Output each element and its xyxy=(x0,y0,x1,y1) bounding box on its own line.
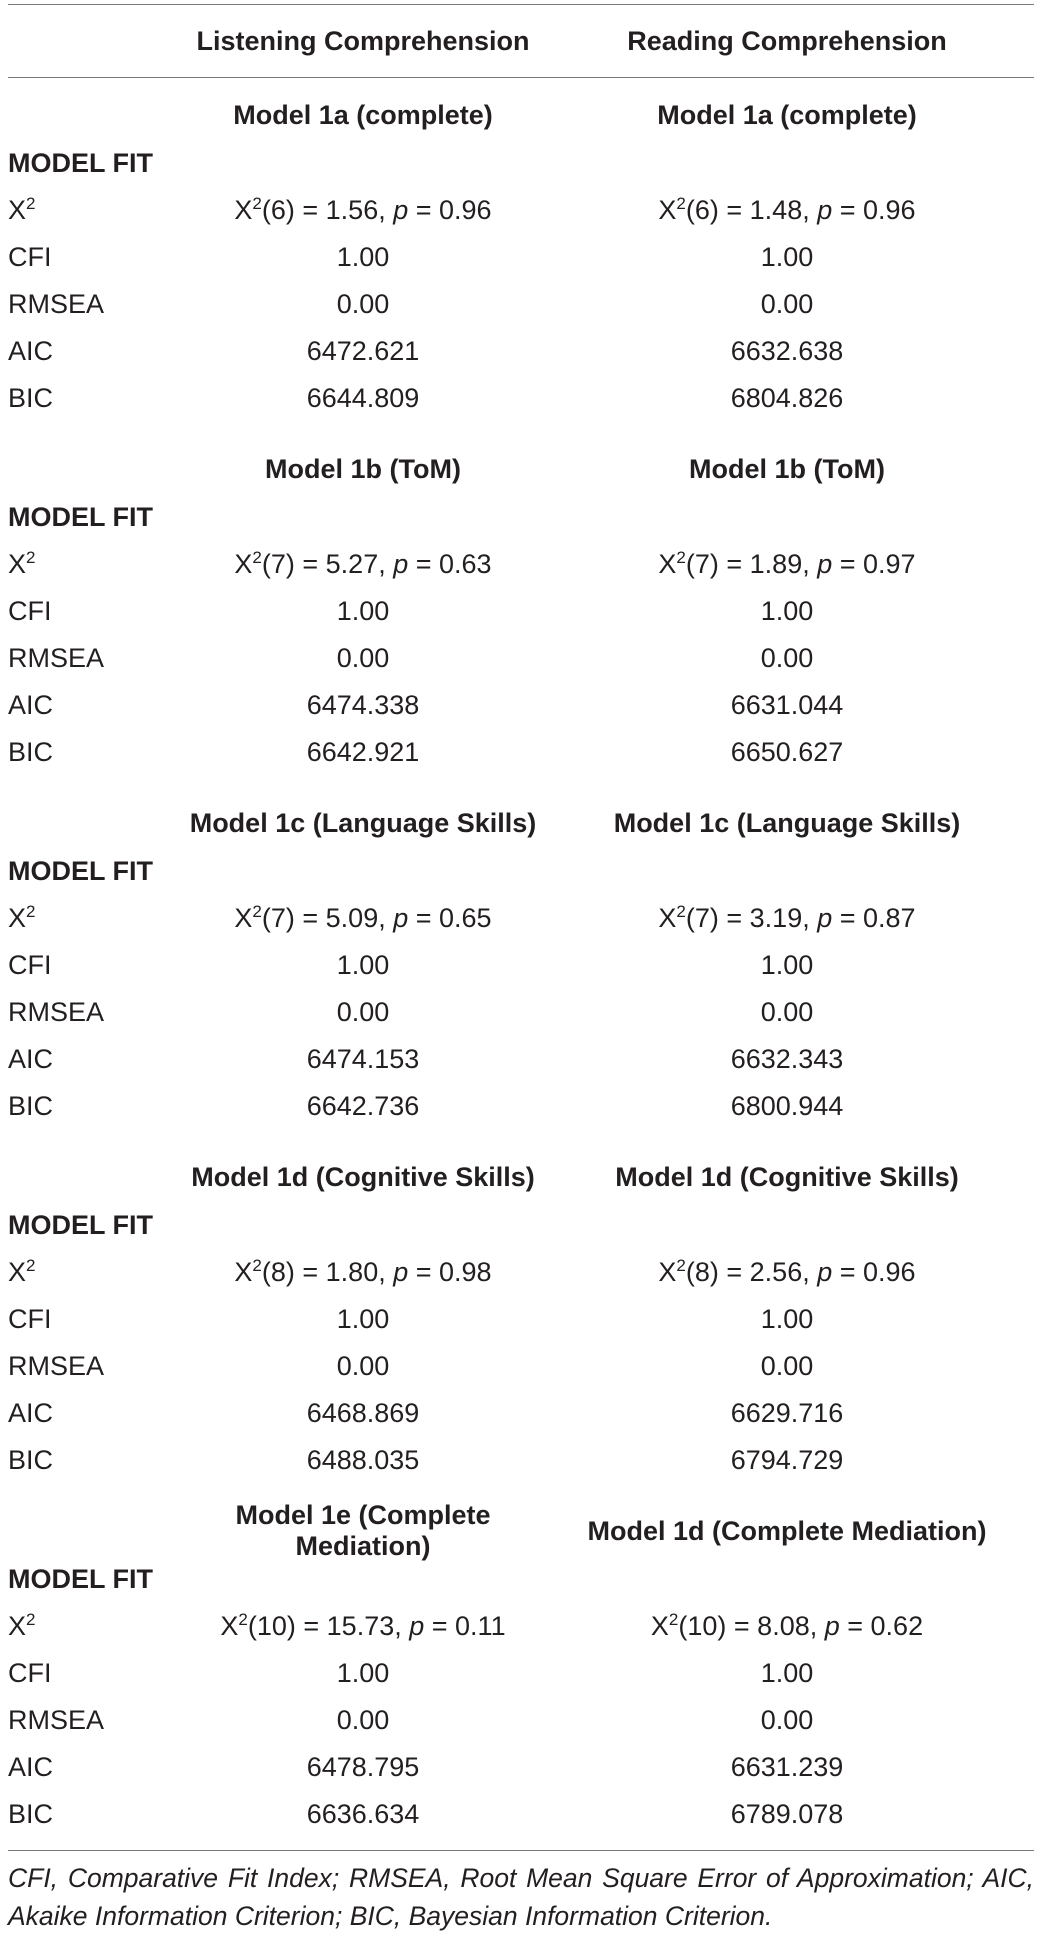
reading-value xyxy=(540,195,1034,226)
listening-value xyxy=(186,549,540,580)
model-fit-row xyxy=(8,140,1034,187)
chi-args: (7) = 3.19, xyxy=(685,903,818,933)
table-row xyxy=(8,1744,1034,1791)
reading-value: 1.00 xyxy=(760,1658,814,1688)
row-label xyxy=(8,1611,186,1642)
p-value: = 0.65 xyxy=(408,903,492,933)
row-label-sup: 2 xyxy=(26,1256,36,1275)
row-label-text: X xyxy=(8,1611,27,1641)
reading-value: 0.00 xyxy=(760,643,814,673)
table-row xyxy=(8,1650,1034,1697)
table-row xyxy=(8,541,1034,588)
table-body xyxy=(8,78,1034,1838)
row-label-sup: 2 xyxy=(26,1610,36,1629)
chi-symbol: X xyxy=(658,1257,677,1287)
row-label-sup: 2 xyxy=(26,194,36,213)
row-label xyxy=(8,903,186,934)
p-value: = 0.63 xyxy=(408,549,492,579)
row-label: BIC xyxy=(8,1799,54,1829)
row-label: AIC xyxy=(8,690,54,720)
reading-value xyxy=(540,903,1034,934)
chi-sup: 2 xyxy=(676,548,686,567)
row-label-text: X xyxy=(8,903,27,933)
reading-value: 6631.044 xyxy=(730,690,844,720)
p-value: = 0.62 xyxy=(839,1611,924,1641)
reading-value: 6631.239 xyxy=(730,1752,844,1782)
table-row xyxy=(8,328,1034,375)
chi-args: (7) = 5.27, xyxy=(261,549,394,579)
row-label-sup: 2 xyxy=(26,902,36,921)
model-fit-label: MODEL FIT xyxy=(8,502,153,532)
reading-model-title: Model 1d (Cognitive Skills) xyxy=(615,1161,959,1192)
table-row xyxy=(8,234,1034,281)
table-row xyxy=(8,1437,1034,1484)
table-row xyxy=(8,729,1034,776)
model-fit-label: MODEL FIT xyxy=(8,1564,153,1594)
p-value: = 0.87 xyxy=(832,903,916,933)
chi-sup: 2 xyxy=(676,194,686,213)
row-label-text: X xyxy=(8,549,27,579)
bottom-rule xyxy=(8,1850,1034,1851)
table-row xyxy=(8,187,1034,234)
row-label: BIC xyxy=(8,383,54,413)
listening-value: 0.00 xyxy=(336,997,390,1027)
row-label: BIC xyxy=(8,737,54,767)
listening-value xyxy=(186,195,540,226)
chi-args: (8) = 2.56, xyxy=(685,1257,818,1287)
p-symbol: p xyxy=(393,549,409,579)
model-fit-label: MODEL FIT xyxy=(8,1210,153,1240)
listening-model-title: Model 1d (Cognitive Skills) xyxy=(191,1161,535,1192)
table-row xyxy=(8,1697,1034,1744)
table-row xyxy=(8,1296,1034,1343)
row-label: RMSEA xyxy=(8,997,105,1027)
model-title-row xyxy=(8,798,1034,848)
model-fit-label: MODEL FIT xyxy=(8,856,153,886)
row-label: AIC xyxy=(8,1044,54,1074)
listening-value: 6642.736 xyxy=(306,1091,420,1121)
table-row xyxy=(8,989,1034,1036)
listening-model-title: Model 1e (Complete Mediation) xyxy=(235,1500,491,1561)
reading-value: 6800.944 xyxy=(730,1091,844,1121)
listening-value: 0.00 xyxy=(336,289,390,319)
reading-value: 1.00 xyxy=(760,1304,814,1334)
table-row xyxy=(8,942,1034,989)
chi-symbol: X xyxy=(650,1611,669,1641)
model-fit-label: MODEL FIT xyxy=(8,148,153,178)
reading-value xyxy=(540,549,1034,580)
chi-sup: 2 xyxy=(252,548,262,567)
chi-sup: 2 xyxy=(252,194,262,213)
row-label: CFI xyxy=(8,596,52,626)
model-fit-row xyxy=(8,1202,1034,1249)
header-row xyxy=(8,5,1034,77)
table-row xyxy=(8,895,1034,942)
chi-args: (10) = 15.73, xyxy=(247,1611,410,1641)
listening-value: 6642.921 xyxy=(306,737,420,767)
reading-value: 0.00 xyxy=(760,1351,814,1381)
table-row xyxy=(8,1603,1034,1650)
row-label xyxy=(8,549,186,580)
reading-value: 0.00 xyxy=(760,1705,814,1735)
header-reading: Reading Comprehension xyxy=(627,25,947,56)
reading-value: 6632.638 xyxy=(730,336,844,366)
p-symbol: p xyxy=(409,1611,425,1641)
model-section xyxy=(8,78,1034,422)
row-label: AIC xyxy=(8,1752,54,1782)
listening-value: 1.00 xyxy=(336,1304,390,1334)
model-fit-row xyxy=(8,1556,1034,1603)
listening-value: 1.00 xyxy=(336,950,390,980)
row-label: CFI xyxy=(8,1304,52,1334)
chi-args: (7) = 5.09, xyxy=(261,903,394,933)
listening-value xyxy=(186,1257,540,1288)
table-row xyxy=(8,1343,1034,1390)
chi-symbol: X xyxy=(234,195,253,225)
row-label: CFI xyxy=(8,242,52,272)
p-value: = 0.96 xyxy=(408,195,492,225)
chi-sup: 2 xyxy=(252,1256,262,1275)
chi-sup: 2 xyxy=(238,1610,248,1629)
model-section xyxy=(8,776,1034,1130)
table-row xyxy=(8,1036,1034,1083)
table-row xyxy=(8,682,1034,729)
listening-value: 0.00 xyxy=(336,643,390,673)
reading-value: 6804.826 xyxy=(730,383,844,413)
p-symbol: p xyxy=(393,195,409,225)
row-label-text: X xyxy=(8,195,27,225)
row-label: BIC xyxy=(8,1445,54,1475)
chi-args: (8) = 1.80, xyxy=(261,1257,394,1287)
listening-value: 6488.035 xyxy=(306,1445,420,1475)
reading-model-title: Model 1a (complete) xyxy=(657,99,917,130)
p-symbol: p xyxy=(824,1611,840,1641)
table-footnote: CFI, Comparative Fit Index; RMSEA, Root Mean Square Error of Approximation; AIC, Akaike Information Criterion; BIC, Bayesian Information Criterion. xyxy=(8,1863,1034,1931)
row-label: CFI xyxy=(8,1658,52,1688)
p-symbol: p xyxy=(393,1257,409,1287)
table-row xyxy=(8,281,1034,328)
chi-symbol: X xyxy=(220,1611,239,1641)
row-label: CFI xyxy=(8,950,52,980)
model-section xyxy=(8,1484,1034,1838)
reading-value: 0.00 xyxy=(760,289,814,319)
model-title-row xyxy=(8,1152,1034,1202)
model-fit-row xyxy=(8,848,1034,895)
listening-value: 1.00 xyxy=(336,1658,390,1688)
listening-value xyxy=(186,1611,540,1642)
reading-model-title: Model 1c (Language Skills) xyxy=(613,807,961,838)
row-label: RMSEA xyxy=(8,1351,105,1381)
row-label: RMSEA xyxy=(8,643,105,673)
listening-model-title: Model 1b (ToM) xyxy=(265,453,461,484)
row-label-text: X xyxy=(8,1257,27,1287)
table-row xyxy=(8,1083,1034,1130)
reading-model-title: Model 1b (ToM) xyxy=(689,453,885,484)
p-symbol: p xyxy=(817,195,833,225)
row-label: RMSEA xyxy=(8,289,105,319)
listening-model-title: Model 1a (complete) xyxy=(233,99,493,130)
table-row xyxy=(8,1249,1034,1296)
chi-symbol: X xyxy=(234,1257,253,1287)
table-row xyxy=(8,1390,1034,1437)
model-section xyxy=(8,1130,1034,1484)
listening-value: 6468.869 xyxy=(306,1398,420,1428)
reading-model-title: Model 1d (Complete Mediation) xyxy=(587,1515,987,1546)
reading-value: 6789.078 xyxy=(730,1799,844,1829)
row-label xyxy=(8,1257,186,1288)
model-section xyxy=(8,422,1034,776)
chi-args: (6) = 1.56, xyxy=(261,195,394,225)
chi-symbol: X xyxy=(658,195,677,225)
p-symbol: p xyxy=(393,903,409,933)
listening-model-title: Model 1c (Language Skills) xyxy=(189,807,537,838)
table-row xyxy=(8,375,1034,422)
model-fit-row xyxy=(8,494,1034,541)
header-listening: Listening Comprehension xyxy=(196,25,530,56)
row-label xyxy=(8,195,186,226)
chi-symbol: X xyxy=(658,549,677,579)
reading-value: 6650.627 xyxy=(730,737,844,767)
p-symbol: p xyxy=(817,1257,833,1287)
p-value: = 0.98 xyxy=(408,1257,492,1287)
table-row xyxy=(8,588,1034,635)
row-label: BIC xyxy=(8,1091,54,1121)
listening-value: 6474.153 xyxy=(306,1044,420,1074)
reading-value: 0.00 xyxy=(760,997,814,1027)
chi-symbol: X xyxy=(234,903,253,933)
p-symbol: p xyxy=(817,549,833,579)
chi-sup: 2 xyxy=(676,902,686,921)
reading-value: 6629.716 xyxy=(730,1398,844,1428)
listening-value xyxy=(186,903,540,934)
listening-value: 0.00 xyxy=(336,1705,390,1735)
listening-value: 6636.634 xyxy=(306,1799,420,1829)
p-value: = 0.11 xyxy=(424,1611,506,1641)
model-title-row xyxy=(8,1500,1034,1561)
listening-value: 1.00 xyxy=(336,596,390,626)
reading-value: 6794.729 xyxy=(730,1445,844,1475)
listening-value: 0.00 xyxy=(336,1351,390,1381)
row-label: RMSEA xyxy=(8,1705,105,1735)
reading-value: 6632.343 xyxy=(730,1044,844,1074)
chi-args: (10) = 8.08, xyxy=(678,1611,825,1641)
row-label: AIC xyxy=(8,336,54,366)
chi-symbol: X xyxy=(234,549,253,579)
listening-value: 6644.809 xyxy=(306,383,420,413)
p-value: = 0.97 xyxy=(832,549,916,579)
reading-value: 1.00 xyxy=(760,596,814,626)
chi-sup: 2 xyxy=(668,1610,679,1629)
model-title-row xyxy=(8,90,1034,140)
row-label: AIC xyxy=(8,1398,54,1428)
model-title-row xyxy=(8,444,1034,494)
chi-symbol: X xyxy=(658,903,677,933)
listening-value: 6472.621 xyxy=(306,336,420,366)
reading-value: 1.00 xyxy=(760,950,814,980)
model-fit-table xyxy=(8,0,1034,1935)
table-row xyxy=(8,1791,1034,1838)
chi-sup: 2 xyxy=(676,1256,686,1275)
listening-value: 6474.338 xyxy=(306,690,420,720)
row-label-sup: 2 xyxy=(26,548,36,567)
p-symbol: p xyxy=(817,903,833,933)
chi-sup: 2 xyxy=(252,902,262,921)
chi-args: (7) = 1.89, xyxy=(685,549,818,579)
listening-value: 6478.795 xyxy=(306,1752,420,1782)
p-value: = 0.96 xyxy=(832,195,916,225)
chi-args: (6) = 1.48, xyxy=(685,195,818,225)
reading-value xyxy=(540,1257,1034,1288)
reading-value xyxy=(540,1611,1034,1642)
listening-value: 1.00 xyxy=(336,242,390,272)
table-row xyxy=(8,635,1034,682)
reading-value: 1.00 xyxy=(760,242,814,272)
p-value: = 0.96 xyxy=(832,1257,916,1287)
